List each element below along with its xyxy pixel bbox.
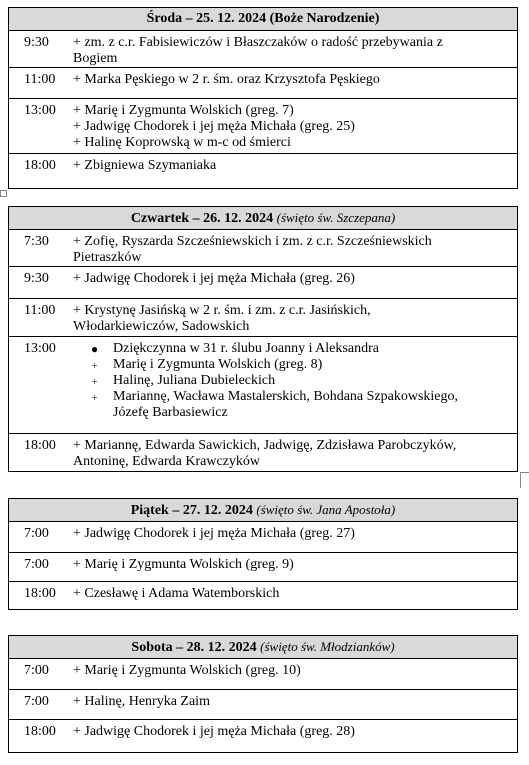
intention-line: + Zbigniewa Szymaniaka (73, 158, 217, 173)
bullet-text: Halinę, Juliana Dubieleckich (113, 373, 276, 388)
day-title: Piątek – 27. 12. 2024 (130, 503, 253, 518)
mass-time: 7:00 (24, 694, 49, 709)
bullet-item (73, 373, 511, 389)
mass-time: 18:00 (24, 586, 56, 601)
bullet-plus-icon: + (91, 374, 98, 388)
bullet-item (73, 389, 511, 421)
mass-time: 18:00 (24, 724, 56, 739)
intention-line: + Zofię, Ryszarda Szcześniewskich i zm. z c.r. Szcześniewskich (73, 234, 432, 249)
mass-row (9, 337, 517, 434)
mass-row (9, 267, 517, 299)
mass-intention (73, 99, 517, 153)
intention-line: + Marka Pęskiego w 2 r. śm. oraz Krzysztofa Pęskiego (73, 72, 380, 87)
intention-line: + Marię i Zygmunta Wolskich (greg. 7) (73, 103, 294, 118)
mass-intention (73, 553, 517, 581)
intention-line: Włodarkiewiczów, Sadowskich (73, 319, 250, 334)
mass-intention (73, 68, 517, 98)
mass-row (9, 434, 517, 471)
mass-time: 11:00 (24, 303, 56, 318)
bullet-dot-icon: ● (91, 342, 99, 356)
day-title: Środa – 25. 12. 2024 (Boże Narodzenie) (146, 11, 380, 26)
day-header (9, 8, 517, 31)
mass-row (9, 230, 517, 267)
intention-line: + Jadwigę Chodorek i jej męża Michała (greg. 28) (73, 724, 355, 739)
bullet-text (113, 389, 511, 421)
mass-intention (73, 434, 517, 471)
day-title: Czwartek – 26. 12. 2024 (130, 211, 274, 226)
bullet-line: Józefę Barbasiewicz (113, 405, 228, 420)
day-header (9, 499, 517, 522)
mass-intention (73, 690, 517, 719)
intention-line: + Halinę Koprowską w m-c od śmierci (73, 135, 291, 150)
day-title: Sobota – 28. 12. 2024 (131, 640, 257, 655)
day-feast: (święto św. Jana Apostoła) (256, 502, 396, 517)
mass-time: 7:00 (24, 557, 49, 572)
mass-row (9, 99, 517, 154)
intention-line: + Krystynę Jasińską w 2 r. śm. i zm. z c.r. Jasińskich, (73, 303, 371, 318)
mass-time: 7:00 (24, 526, 49, 541)
mass-time: 7:30 (24, 234, 49, 249)
mass-time: 13:00 (24, 341, 56, 356)
mass-row (9, 582, 517, 609)
mass-intention (73, 582, 517, 609)
intention-line: + Jadwigę Chodorek i jej męża Michała (greg. 27) (73, 526, 355, 541)
intention-line: + Czesławę i Adama Watemborskich (73, 586, 280, 601)
bullet-text: Marię i Zygmunta Wolskich (greg. 8) (113, 357, 323, 372)
mass-intention (73, 659, 517, 689)
mass-intention (73, 720, 517, 752)
bullet-item (73, 341, 511, 357)
mass-row (9, 299, 517, 337)
mass-intention (73, 154, 517, 188)
intention-line: + Mariannę, Edwarda Sawickich, Jadwigę, Zdzisława Parobczyków, (73, 438, 457, 453)
intention-line: + Jadwigę Chodorek i jej męża Michała (greg. 26) (73, 271, 355, 286)
mass-row (9, 659, 517, 690)
mass-row (9, 553, 517, 582)
intention-line: + Marię i Zygmunta Wolskich (greg. 9) (73, 557, 294, 572)
table-end-marker-icon (520, 472, 529, 488)
mass-time: 13:00 (24, 103, 56, 118)
day-table-wednesday (8, 7, 518, 189)
mass-intention (73, 230, 517, 266)
intention-line: + zm. z c.r. Fabisiewiczów i Błaszczaków o radość przebywania z (73, 35, 443, 50)
mass-time: 18:00 (24, 158, 56, 173)
day-table-saturday (8, 635, 518, 753)
bullet-text: Dziękczynna w 31 r. ślubu Joanny i Aleksandra (113, 341, 379, 356)
mass-time: 7:00 (24, 663, 49, 678)
day-header (9, 207, 517, 230)
mass-row (9, 31, 517, 68)
mass-row (9, 690, 517, 720)
bullet-plus-icon: + (91, 358, 98, 372)
day-table-thursday (8, 206, 518, 472)
intention-line: + Halinę, Henryka Zaim (73, 694, 210, 709)
mass-intention (73, 267, 517, 298)
mass-time: 9:30 (24, 35, 49, 50)
intention-line: + Jadwigę Chodorek i jej męża Michała (greg. 25) (73, 119, 355, 134)
bullet-line: Mariannę, Wacława Mastalerskich, Bohdana Szpakowskiego, (113, 389, 459, 404)
mass-intention (73, 522, 517, 552)
mass-time: 11:00 (24, 72, 56, 87)
bullet-item (73, 357, 511, 373)
mass-intention (73, 299, 517, 336)
mass-row (9, 522, 517, 553)
mass-time: 18:00 (24, 438, 56, 453)
intention-line: Pietraszków (73, 250, 142, 265)
mass-row (9, 68, 517, 99)
mass-row (9, 720, 517, 752)
intention-line: + Marię i Zygmunta Wolskich (greg. 10) (73, 663, 301, 678)
intention-line: Bogiem (73, 51, 118, 66)
mass-time: 9:30 (24, 271, 49, 286)
day-feast: (święto św. Szczepana) (276, 210, 396, 225)
day-header (9, 636, 517, 659)
day-feast: (święto św. Młodzianków) (260, 639, 395, 654)
bullet-plus-icon: + (91, 390, 98, 404)
mass-row (9, 154, 517, 188)
intention-line: Antoninę, Edwarda Krawczyków (73, 454, 260, 469)
mass-intention (73, 31, 517, 67)
day-table-friday (8, 498, 518, 610)
mass-intention (73, 337, 517, 433)
paragraph-marker-icon (0, 190, 7, 197)
